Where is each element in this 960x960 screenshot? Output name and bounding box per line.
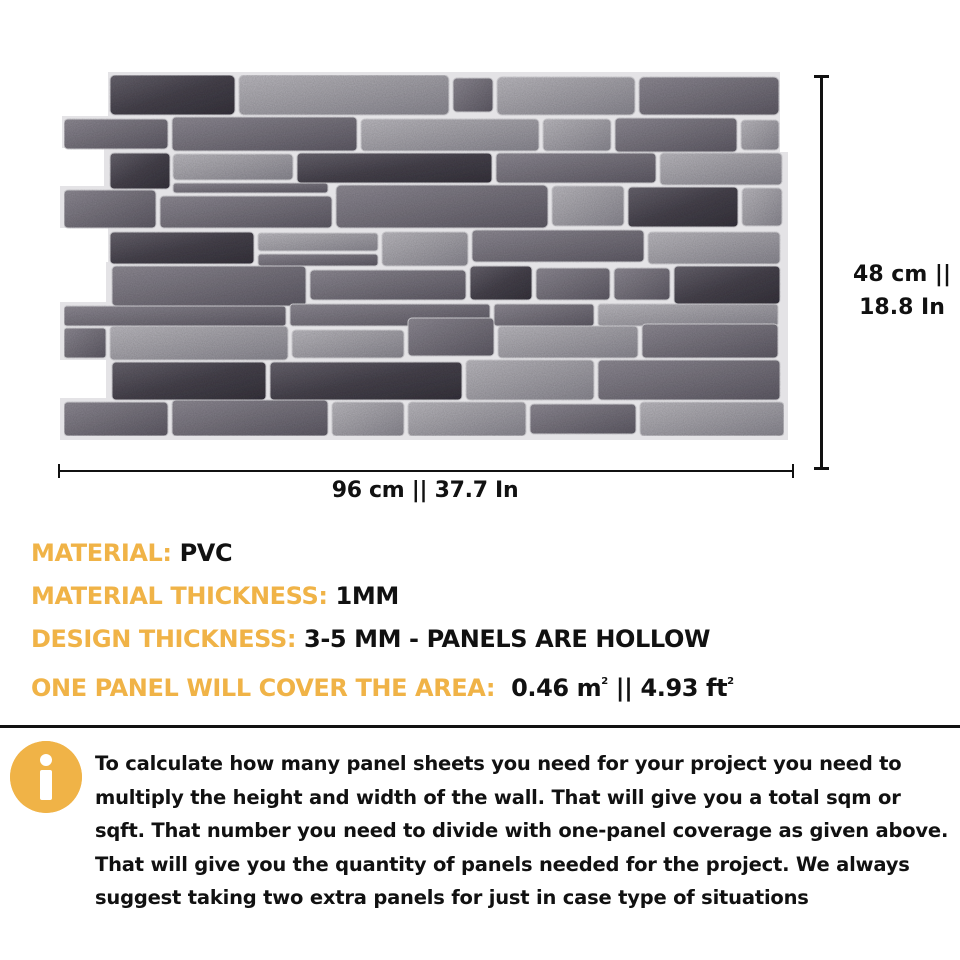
specs-list <box>31 533 734 705</box>
info-icon <box>10 741 82 813</box>
coverage-metric-exponent: 2 <box>601 676 608 687</box>
coverage-separator: || <box>607 674 641 702</box>
coverage-imperial-exponent: 2 <box>727 676 734 687</box>
coverage-imperial: 4.93 ft <box>640 674 728 702</box>
spec-design-thickness <box>31 619 734 662</box>
height-label <box>846 258 958 324</box>
spec-material <box>31 533 734 576</box>
coverage-metric: 0.46 m <box>511 674 602 702</box>
height-label-line1: 48 cm || <box>853 262 951 287</box>
spec-material-value: PVC <box>179 539 233 567</box>
spec-material-thickness-value: 1MM <box>335 582 399 610</box>
height-label-line2: 18.8 In <box>859 295 945 320</box>
spec-material-thickness-label: MATERIAL THICKNESS: <box>31 582 328 610</box>
stone-panel-image <box>0 0 960 450</box>
width-dimension-line <box>58 470 794 472</box>
spec-coverage <box>31 662 734 705</box>
width-label: 96 cm || 37.7 In <box>331 478 519 503</box>
spec-material-thickness <box>31 576 734 619</box>
spec-coverage-value <box>503 674 734 702</box>
info-note-text: To calculate how many panel sheets you need for your project you need to multiply the height and width of the wall. That will give you a total sqm or sqft. That number you need to divide with one-panel coverage as given above. That will give you the quantity of panels needed for the project. We always suggest taking two extra panels for just in case type of situations <box>95 752 949 909</box>
height-dimension-line <box>820 75 823 470</box>
spec-material-label: MATERIAL: <box>31 539 172 567</box>
spec-design-thickness-label: DESIGN THICKNESS: <box>31 625 297 653</box>
spec-coverage-label: ONE PANEL WILL COVER THE AREA: <box>31 674 496 702</box>
spec-design-thickness-value: 3-5 MM - PANELS ARE HOLLOW <box>304 625 711 653</box>
section-divider <box>0 725 960 728</box>
